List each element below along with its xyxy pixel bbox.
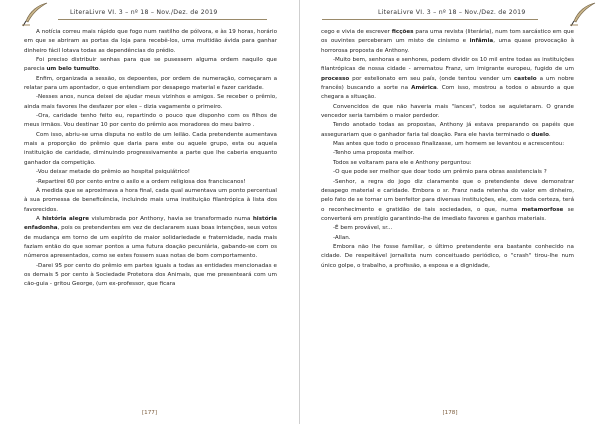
right-page (300, 0, 600, 424)
paragraph: Tendo anotado todas as propostas, Anthony já estava preparando os papéis que assegurariam que o ganhador faria tal doação. Para ele havia terminado o duelo. (321, 122, 574, 138)
header-rule (322, 19, 538, 20)
paragraph: -Muito bem, senhoras e senhores, podem dividir os 10 mil entre todas as instituições filantrópicas de nossa cidade - arrematou Franz, um imigrante europeu, fugido de um processo por estelionato em seu país, (onde tentou vender um castelo a um nobre francês) buscando a sorte na América. Com isso, mostrou a todos o absurdo a que chegara a situação. (321, 57, 574, 101)
paragraph: -É bem provável, sr... (333, 225, 393, 232)
page-body (24, 28, 277, 290)
header-rule (58, 19, 267, 20)
paragraph: Convencidos de que não haveria mais "lances", todos se aquietaram. O grande vencedor seria também o maior perdedor. (321, 103, 574, 120)
paragraph: Enfim, organizada a sessão, os depoentes, por ordem de numeração, começaram a relatar para um apontador, o que entendiam por desapego material e fazer caridade. (24, 75, 277, 92)
paragraph: Foi preciso distribuir senhas para que se pusessem alguma ordem naquilo que parecia um belo tumulto. (24, 57, 277, 73)
page-number: [178] (442, 410, 458, 416)
paragraph: Mas antes que todo o processo finalizasse, um homem se levantou e acrescentou: (333, 141, 565, 148)
paragraph: A história alegre vislumbrada por Anthony, havia se transformado numa história enfadonha, pois os pretendentes em vez de declararem suas boas intenções, seus votos de mudança em torno de um espírito de maior solidariedade e fraternidade, nada mais faziam então do que somar pontos a uma futura doação pecuniária, gabando-se com os números apresentados, como se estes fossem suas notas de bom comportamento. (24, 215, 278, 260)
paragraph: cego e vivia de escrever ficções para uma revista (literária), num tom sarcástico em que os ouvintes perceberam um misto de cinismo e infâmia, uma quase provocação à horrorosa proposta de Anthony. (321, 29, 574, 54)
paragraph: À medida que se aproximava a hora final, cada qual aumentava um ponto percentual à sua promessa de beneficência, incluindo mais uma instituição filantrópica à lista dos favorecidos. (24, 187, 277, 213)
header-title: LiteraLivre VI. 3 – nº 18 – Nov./Dez. de 2019 (378, 9, 526, 16)
paragraph: -Nesses anos, nunca deixei de ajudar meus vizinhos e amigos. Se receber o prêmio, ainda mais favores lhe desfazer por eles – dizia vagamente o primeiro. (24, 94, 277, 110)
page-number: [177] (141, 410, 158, 416)
quill-pen-icon (568, 1, 598, 27)
quill-pen-icon (20, 1, 50, 27)
paragraph: Com isso, abriu-se uma disputa no estilo de um leilão. Cada pretendente aumentava mais a proporção do prêmio que daria para este ou aquele grupo, esta ou aquela instituição de caridade, diminuindo progressivamente a parte que lhe caberia enquanto ganhador da competição. (24, 131, 277, 166)
paragraph: -O que pode ser melhor que doar todo um prêmio para obras assistenciais ? (333, 169, 547, 176)
paragraph: -Tenho uma proposta melhor. (333, 150, 415, 157)
paragraph: Embora não lhe fosse familiar, o último pretendente era bastante conhecido na cidade. De respeitável jornalista num conceituado periódico, o "crash" tirou-lhe num único golpe, o trabalho, a profissão, a esposa e a dignidade, (321, 243, 574, 269)
paragraph: A notícia correu mais rápido que fogo num rastilho de pólvora, e às 19 horas, horário em que se abriram as portas da loja para recebê-los, uma multidão ávida para ganhar dinheiro fácil lotava todas as dependências do prédio. (24, 29, 277, 54)
paragraph: -Ora, caridade tenho feito eu, repartindo o pouco que disponho com os filhos de meus irmãos. Vou destinar 10 por cento do prêmio aos moradores do meu bairro . (24, 113, 277, 129)
paragraph: Todos se voltaram para ele e Anthony perguntou: (333, 159, 472, 166)
paragraph: -Allan. (333, 234, 351, 241)
page-header (0, 0, 299, 26)
paragraph: -Darei 95 por cento do prêmio em partes iguais a todas as entidades mencionadas e os demais 5 por cento à Sociedade Protetora dos Animais, que me presenteará com um cão-guia - gritou George, (um ex-professor, que ficara (24, 262, 277, 288)
page-body (321, 28, 574, 271)
paragraph: -Vou deixar metade do prêmio ao hospital psiquiátrico! (36, 169, 191, 176)
header-title: LiteraLivre VI. 3 – nº 18 – Nov./Dez. de 2019 (70, 9, 218, 16)
paragraph: -Senhor, a regra do jogo diz claramente que o pretendente deve demonstrar desapego material e caridade. Embora o sr. Franz nada retenha do valor em dinheiro, pelo fato de se tornar um benfeitor para diversas instituições, ele, com toda certeza, terá o reconhecimento e gratidão de tais sociedades, o que, numa metamorfose se converterá em prestígio garantindo-lhe de imediato favores e ganhos materiais. (321, 178, 574, 222)
paragraph: -Repartirei 60 por cento entre o asilo e a ordem religiosa dos franciscanos! (36, 178, 246, 185)
page-header (300, 0, 600, 26)
